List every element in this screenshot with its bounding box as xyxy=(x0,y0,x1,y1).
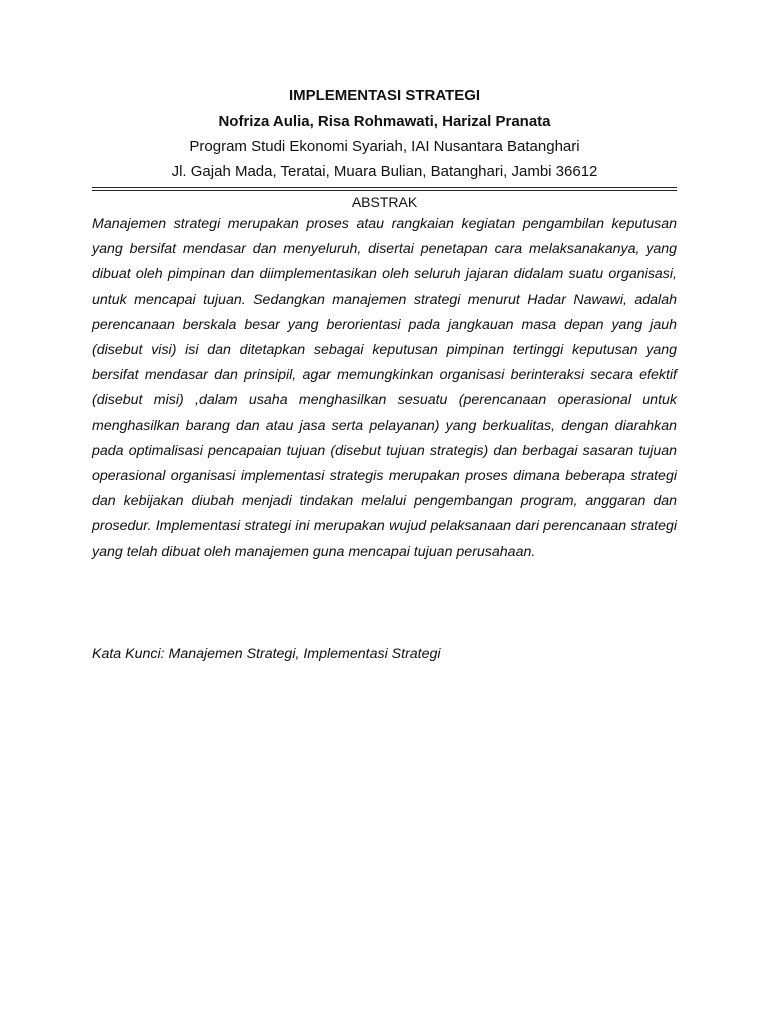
keywords: Kata Kunci: Manajemen Strategi, Implementasi Strategi xyxy=(92,646,441,662)
header-divider-bottom xyxy=(92,190,677,191)
paper-title: IMPLEMENTASI STRATEGI xyxy=(288,87,481,104)
header-divider-top xyxy=(92,187,677,188)
paper-authors: Nofriza Aulia, Risa Rohmawati, Harizal Pranata xyxy=(218,113,551,130)
abstract-body: Manajemen strategi merupakan proses atau rangkaian kegiatan pengambilan keputusan yang bersifat mendasar dan menyeluruh, disertai penetapan cara melaksanakanya, yang dibuat oleh pimpinan dan diimplementasikan oleh seluruh jajaran didalam suatu organisasi, untuk mencapai tujuan. Sedangkan manajemen strategi menurut Hadar Nawawi, adalah perencanaan berskala besar yang berorientasi pada jangkauan masa depan yang jauh (disebut visi) isi dan ditetapkan sebagai keputusan pimpinan tertinggi keputusan yang bersifat mendasar dan prinsipil, agar memungkinkan organisasi berinteraksi secara efektif (disebut misi) ,dalam usaha menghasilkan sesuatu (perencanaan operasional untuk menghasilkan barang dan atau jasa serta pelayanan) yang berkualitas, dengan diarahkan pada optimalisasi pencapaian tujuan (disebut tujuan strategis) dan berbagai sasaran tujuan operasional organisasi implementasi strategis merupakan proses dimana beberapa strategi dan kebijakan diubah menjadi tindakan melalui pengembangan program, anggaran dan prosedur. Implementasi strategi ini merupakan wujud pelaksanaan dari perencanaan strategi yang telah dibuat oleh manajemen guna mencapai tujuan perusahaan. xyxy=(92,216,677,560)
paper-affiliation: Program Studi Ekonomi Syariah, IAI Nusantara Batanghari xyxy=(189,138,580,155)
abstract-heading: ABSTRAK xyxy=(351,194,418,210)
paper-address: Jl. Gajah Mada, Teratai, Muara Bulian, Batanghari, Jambi 36612 xyxy=(171,163,598,180)
